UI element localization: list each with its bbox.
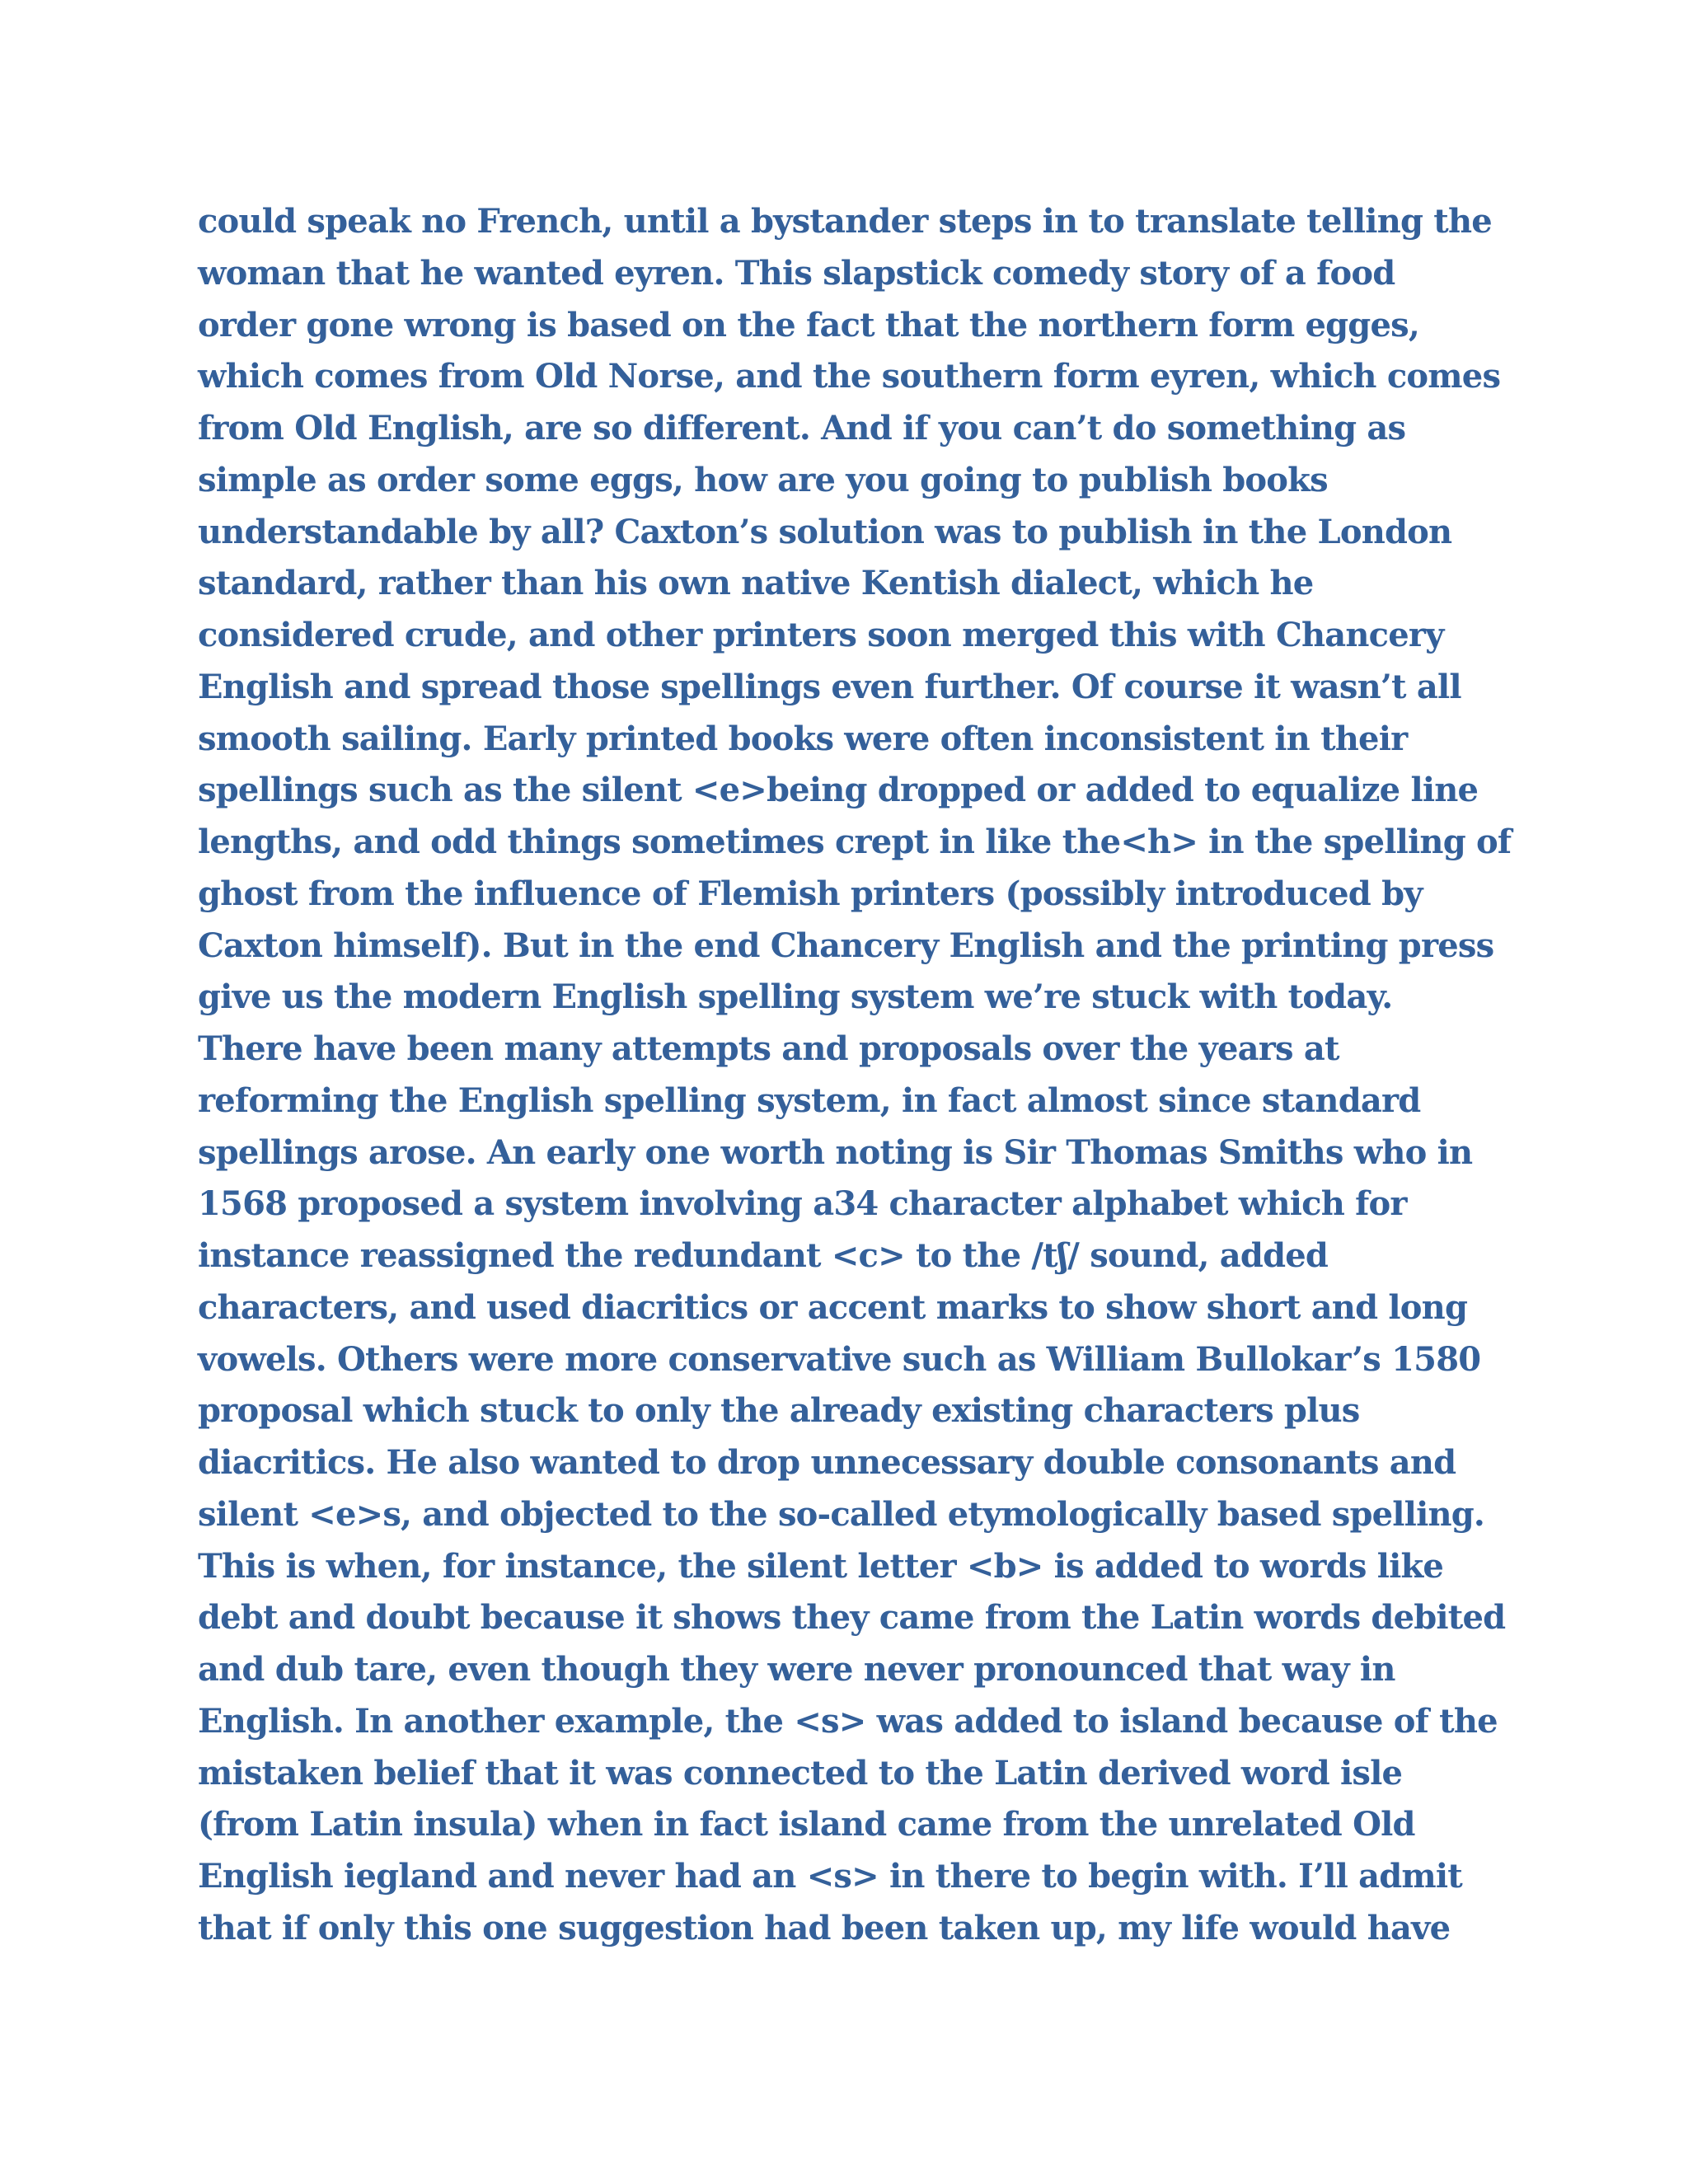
text-line-22: characters, and used diacritics or accent marks to show short and long xyxy=(198,1287,1468,1327)
text-line-19: spellings arose. An early one worth noting is Sir Thomas Smiths who in xyxy=(198,1132,1473,1172)
text-line-16: give us the modern English spelling system we’re stuck with today. xyxy=(198,977,1393,1017)
text-line-10: English and spread those spellings even further. Of course it wasn’t all xyxy=(198,667,1461,706)
text-line-20: 1568 proposed a system involving a34 character alphabet which for xyxy=(198,1184,1407,1224)
text-line-6: simple as order some eggs, how are you going to publish books xyxy=(198,460,1328,499)
text-line-12: spellings such as the silent <e>being dropped or added to equalize line xyxy=(198,771,1479,810)
text-line-8: standard, rather than his own native Kentish dialect, which he xyxy=(198,564,1314,603)
text-line-29: and dub tare, even though they were never pronounced that way in xyxy=(198,1650,1395,1689)
text-line-3: order gone wrong is based on the fact that the northern form egges, xyxy=(198,305,1419,344)
text-line-7: understandable by all? Caxton’s solution was to publish in the London xyxy=(198,512,1452,551)
text-line-15: Caxton himself). But in the end Chancery English and the printing press xyxy=(198,926,1494,965)
text-line-28: debt and doubt because it shows they came from the Latin words debited xyxy=(198,1598,1506,1638)
text-line-5: from Old English, are so different. And if you can’t do something as xyxy=(198,409,1406,448)
text-line-33: English iegland and never had an <s> in there to begin with. I’ll admit xyxy=(198,1857,1462,1896)
text-line-30: English. In another example, the <s> was added to island because of the xyxy=(198,1701,1498,1741)
text-line-27: This is when, for instance, the silent letter <b> is added to words like xyxy=(198,1546,1444,1586)
text-line-14: ghost from the influence of Flemish printers (possibly introduced by xyxy=(198,874,1423,913)
text-line-1: could speak no French, until a bystander steps in to translate telling the xyxy=(198,202,1492,241)
text-line-11: smooth sailing. Early printed books were often inconsistent in their xyxy=(198,719,1408,758)
text-line-13: lengths, and odd things sometimes crept in like the<h> in the spelling of xyxy=(198,823,1512,861)
text-line-4: which comes from Old Norse, and the southern form eyren, which comes xyxy=(198,357,1501,396)
text-line-26: silent <e>s, and objected to the so-called etymologically based spelling. xyxy=(198,1494,1485,1534)
text-line-17: There have been many attempts and proposals over the years at xyxy=(198,1029,1339,1068)
text-line-24: proposal which stuck to only the already existing characters plus xyxy=(198,1391,1360,1431)
text-line-21: instance reassigned the redundant <c> to the /tʃ/ sound, added xyxy=(198,1236,1329,1275)
text-line-25: diacritics. He also wanted to drop unnecessary double consonants and xyxy=(198,1443,1456,1482)
text-line-9: considered crude, and other printers soon merged this with Chancery xyxy=(198,616,1444,654)
text-line-32: (from Latin insula) when in fact island came from the unrelated Old xyxy=(198,1805,1415,1844)
text-line-2: woman that he wanted eyren. This slapstick comedy story of a food xyxy=(198,253,1395,293)
text-line-34: that if only this one suggestion had been taken up, my life would have xyxy=(198,1908,1451,1947)
text-line-18: reforming the English spelling system, in fact almost since standard xyxy=(198,1080,1421,1120)
text-line-31: mistaken belief that it was connected to the Latin derived word isle xyxy=(198,1753,1403,1793)
body-text xyxy=(198,196,1550,1955)
text-line-23: vowels. Others were more conservative such as William Bullokar’s 1580 xyxy=(198,1339,1481,1379)
